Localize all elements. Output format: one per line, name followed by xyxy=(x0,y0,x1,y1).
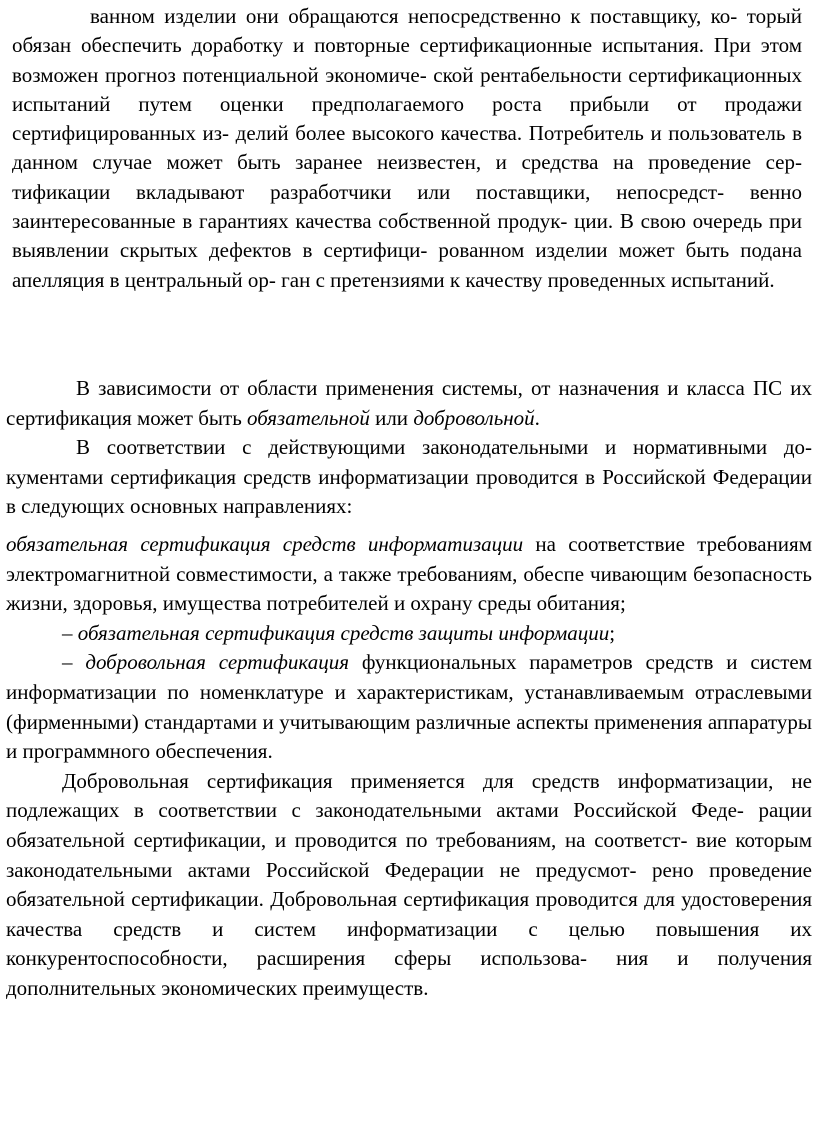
term-voluntary-certification: добровольная сертификация xyxy=(85,650,349,675)
paragraph-dependence-text: В зависимости от области применения системы, от назначения и класса ПС их сертификация может быть xyxy=(6,376,812,430)
term-protection: обязательная сертификация средств защиты информации xyxy=(77,620,610,645)
list-item-mandatory-means-text: на соответствие требованиям электромагнитной совместимости, а также требованиям, обеспе чивающим безопасность жизни, здоровья, имущества потребителей и охрану среды обитания; xyxy=(6,531,812,616)
list-dash: – xyxy=(62,620,78,645)
list-dash: – xyxy=(62,650,86,675)
paragraph-dependence-end: . xyxy=(534,405,540,430)
top-text-block xyxy=(12,2,802,295)
list-item-voluntary xyxy=(6,648,812,766)
paragraph-dependence-or: или xyxy=(369,405,414,430)
list-item-protection xyxy=(6,619,812,649)
list-item-voluntary-text: функциональных параметров средств и систем информатизации по номенклатуре и характеристикам, устанавливаемым отраслевыми (фирменными) стандартами и учитывающим различные аспекты применения аппаратуры и программного обеспечения. xyxy=(6,650,812,764)
paragraph-accordance: В соответствии с действующими законодательными и нормативными до- кументами сертификация средств информатизации проводится в Российской Федерации в следующих основных направлениях: xyxy=(6,435,812,519)
term-mandatory-means: обязательная сертификация средств информатизации xyxy=(6,531,524,556)
list-item-protection-end: ; xyxy=(609,620,616,645)
main-text-block xyxy=(6,374,812,1003)
paragraph-voluntary: Добровольная сертификация применяется для средств информатизации, не подлежащих в соответствии с законодательными актами Российской Феде- рации обязательной сертификации, и проводится по требованиям, на соответст- вие которым законодательными актами Российской Федерации не предусмот- рено проведение обязательной сертификации. Добровольная сертификация проводится для удостоверения качества средств и систем информатизации с целью повышения их конкурентоспособности, расширения сферы использова- ния и получения дополнительных экономических преимуществ. xyxy=(6,768,812,1000)
list-item-mandatory-means xyxy=(6,530,812,619)
paragraph-appeal: ванном изделии они обращаются непосредственно к поставщику, ко- торый обязан обеспечить доработку и повторные сертификационные испытания. При этом возможен прогноз потенциальной экономиче- ской рентабельности сертификационных испытаний путем оценки предполагаемого роста прибыли от продажи сертифицированных из- делий более высокого качества. Потребитель и пользователь в данном случае может быть заранее неизвестен, и средства на проведение сер- тификации вкладывают разработчики или поставщики, непосредст- венно заинтересованные в гарантиях качества собственной продук- ции. В свою очередь при выявлении скрытых дефектов в сертифици- рованном изделии может быть подана апелляция в центральный ор- ган с претензиями к качеству проведенных испытаний. xyxy=(12,4,802,292)
paragraph-dependence xyxy=(6,374,812,433)
term-mandatory: обязательной xyxy=(247,405,370,430)
term-voluntary: добровольной xyxy=(413,405,535,430)
